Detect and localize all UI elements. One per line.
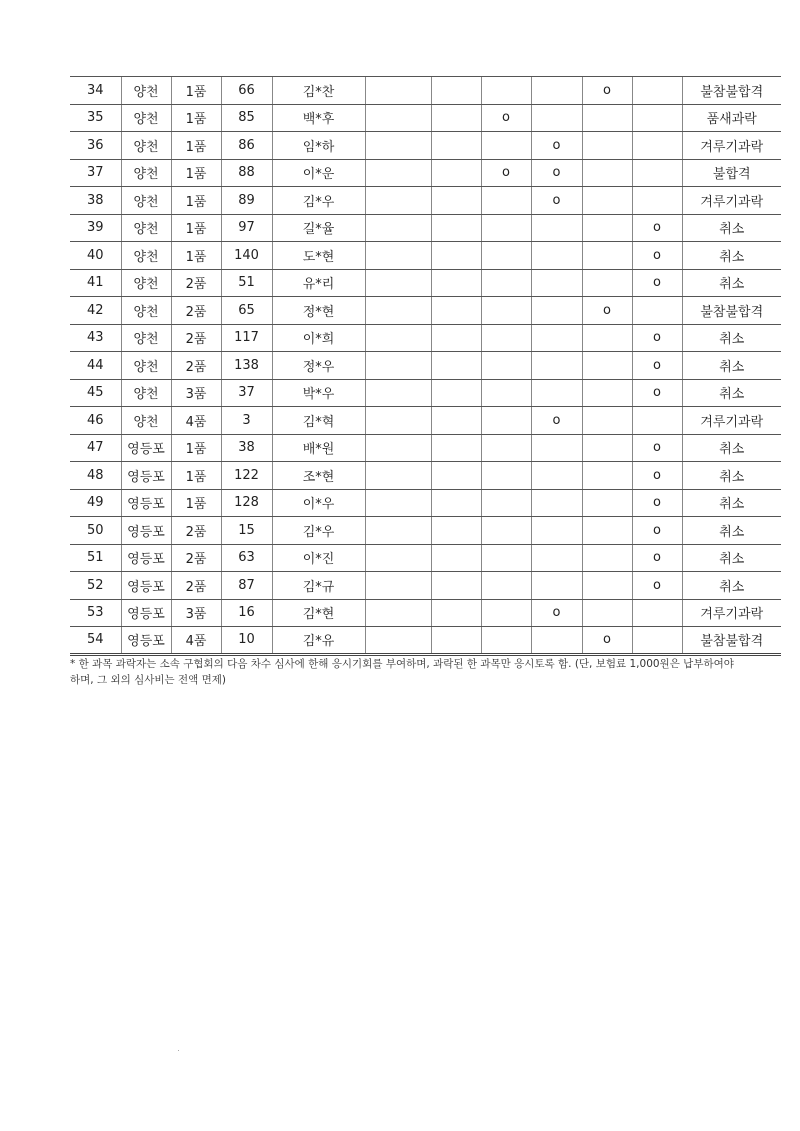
grade-cell: 2품 bbox=[171, 297, 221, 325]
mark-cell-6: o bbox=[632, 489, 682, 517]
mark-cell-6: o bbox=[632, 544, 682, 572]
mark-cell-1 bbox=[365, 407, 431, 435]
mark-cell-3 bbox=[481, 599, 531, 627]
table-row bbox=[70, 599, 781, 627]
mark-cell-3: o bbox=[481, 159, 531, 187]
name-cell: 임*하 bbox=[272, 132, 365, 160]
name-cell: 조*현 bbox=[272, 462, 365, 490]
mark-cell-5 bbox=[582, 159, 632, 187]
mark-cell-2 bbox=[431, 544, 481, 572]
region-cell: 영등포 bbox=[121, 517, 171, 545]
result-cell: 불합격 bbox=[682, 159, 781, 187]
mark-cell-2 bbox=[431, 627, 481, 655]
mark-cell-4: o bbox=[531, 187, 582, 215]
mark-cell-4: o bbox=[531, 132, 582, 160]
result-cell: 취소 bbox=[682, 269, 781, 297]
table-row bbox=[70, 242, 781, 270]
exam-number-cell: 66 bbox=[221, 77, 272, 105]
grade-cell: 2품 bbox=[171, 324, 221, 352]
region-cell: 양천 bbox=[121, 159, 171, 187]
row-number-cell: 53 bbox=[70, 599, 121, 627]
mark-cell-4: o bbox=[531, 159, 582, 187]
table-row bbox=[70, 77, 781, 105]
mark-cell-5 bbox=[582, 214, 632, 242]
mark-cell-4 bbox=[531, 297, 582, 325]
exam-number-cell: 122 bbox=[221, 462, 272, 490]
region-cell: 양천 bbox=[121, 77, 171, 105]
grade-cell: 1품 bbox=[171, 462, 221, 490]
mark-cell-1 bbox=[365, 297, 431, 325]
name-cell: 배*원 bbox=[272, 434, 365, 462]
row-number-cell: 36 bbox=[70, 132, 121, 160]
region-cell: 양천 bbox=[121, 187, 171, 215]
mark-cell-4 bbox=[531, 489, 582, 517]
table-row bbox=[70, 324, 781, 352]
mark-cell-2 bbox=[431, 132, 481, 160]
mark-cell-3 bbox=[481, 324, 531, 352]
mark-cell-2 bbox=[431, 187, 481, 215]
table-row bbox=[70, 627, 781, 655]
result-cell: 취소 bbox=[682, 572, 781, 600]
mark-cell-3 bbox=[481, 434, 531, 462]
result-cell: 겨루기과락 bbox=[682, 132, 781, 160]
mark-cell-5 bbox=[582, 379, 632, 407]
mark-cell-6 bbox=[632, 627, 682, 655]
mark-cell-1 bbox=[365, 434, 431, 462]
region-cell: 영등포 bbox=[121, 544, 171, 572]
region-cell: 양천 bbox=[121, 104, 171, 132]
result-cell: 취소 bbox=[682, 489, 781, 517]
mark-cell-1 bbox=[365, 214, 431, 242]
mark-cell-2 bbox=[431, 242, 481, 270]
mark-cell-1 bbox=[365, 187, 431, 215]
mark-cell-2 bbox=[431, 324, 481, 352]
mark-cell-1 bbox=[365, 572, 431, 600]
exam-number-cell: 138 bbox=[221, 352, 272, 380]
grade-cell: 2품 bbox=[171, 517, 221, 545]
mark-cell-5: o bbox=[582, 627, 632, 655]
table-row bbox=[70, 434, 781, 462]
name-cell: 정*현 bbox=[272, 297, 365, 325]
grade-cell: 4품 bbox=[171, 407, 221, 435]
mark-cell-3 bbox=[481, 379, 531, 407]
row-number-cell: 37 bbox=[70, 159, 121, 187]
exam-number-cell: 63 bbox=[221, 544, 272, 572]
mark-cell-4 bbox=[531, 517, 582, 545]
row-number-cell: 39 bbox=[70, 214, 121, 242]
mark-cell-3 bbox=[481, 132, 531, 160]
row-number-cell: 50 bbox=[70, 517, 121, 545]
row-number-cell: 38 bbox=[70, 187, 121, 215]
table-row bbox=[70, 407, 781, 435]
row-number-cell: 47 bbox=[70, 434, 121, 462]
mark-cell-5 bbox=[582, 517, 632, 545]
mark-cell-2 bbox=[431, 214, 481, 242]
exam-number-cell: 10 bbox=[221, 627, 272, 655]
name-cell: 유*리 bbox=[272, 269, 365, 297]
footnote: * 한 과목 과락자는 소속 구협회의 다음 차수 심사에 한해 응시기회를 부여하며, 과락된 한 과목만 응시토록 함. (단, 보험료 1,000원은 납부하여야 하며, 그 외의 심사비는 전액 면제) bbox=[70, 658, 734, 686]
row-number-cell: 35 bbox=[70, 104, 121, 132]
mark-cell-4 bbox=[531, 242, 582, 270]
exam-number-cell: 140 bbox=[221, 242, 272, 270]
result-cell: 취소 bbox=[682, 517, 781, 545]
mark-cell-5 bbox=[582, 269, 632, 297]
region-cell: 양천 bbox=[121, 379, 171, 407]
mark-cell-2 bbox=[431, 489, 481, 517]
mark-cell-6 bbox=[632, 187, 682, 215]
region-cell: 영등포 bbox=[121, 434, 171, 462]
result-cell: 불참불합격 bbox=[682, 627, 781, 655]
mark-cell-5 bbox=[582, 407, 632, 435]
row-number-cell: 51 bbox=[70, 544, 121, 572]
mark-cell-3 bbox=[481, 462, 531, 490]
mark-cell-1 bbox=[365, 462, 431, 490]
mark-cell-3 bbox=[481, 489, 531, 517]
mark-cell-1 bbox=[365, 517, 431, 545]
region-cell: 영등포 bbox=[121, 627, 171, 655]
mark-cell-4 bbox=[531, 269, 582, 297]
mark-cell-5 bbox=[582, 599, 632, 627]
exam-number-cell: 128 bbox=[221, 489, 272, 517]
table-row bbox=[70, 297, 781, 325]
mark-cell-6 bbox=[632, 132, 682, 160]
grade-cell: 1품 bbox=[171, 214, 221, 242]
mark-cell-2 bbox=[431, 599, 481, 627]
mark-cell-3 bbox=[481, 517, 531, 545]
mark-cell-5 bbox=[582, 544, 632, 572]
mark-cell-4 bbox=[531, 572, 582, 600]
region-cell: 양천 bbox=[121, 324, 171, 352]
mark-cell-1 bbox=[365, 242, 431, 270]
grade-cell: 1품 bbox=[171, 434, 221, 462]
region-cell: 영등포 bbox=[121, 489, 171, 517]
mark-cell-3 bbox=[481, 352, 531, 380]
row-number-cell: 45 bbox=[70, 379, 121, 407]
exam-number-cell: 89 bbox=[221, 187, 272, 215]
table-row bbox=[70, 214, 781, 242]
mark-cell-2 bbox=[431, 407, 481, 435]
mark-cell-2 bbox=[431, 379, 481, 407]
mark-cell-6 bbox=[632, 104, 682, 132]
mark-cell-6: o bbox=[632, 517, 682, 545]
region-cell: 양천 bbox=[121, 297, 171, 325]
name-cell: 도*현 bbox=[272, 242, 365, 270]
row-number-cell: 42 bbox=[70, 297, 121, 325]
mark-cell-1 bbox=[365, 77, 431, 105]
mark-cell-4 bbox=[531, 77, 582, 105]
grade-cell: 4품 bbox=[171, 627, 221, 655]
grade-cell: 1품 bbox=[171, 104, 221, 132]
mark-cell-4 bbox=[531, 324, 582, 352]
mark-cell-3 bbox=[481, 297, 531, 325]
result-cell: 취소 bbox=[682, 214, 781, 242]
scan-speck bbox=[178, 1050, 179, 1051]
mark-cell-1 bbox=[365, 104, 431, 132]
table-row bbox=[70, 544, 781, 572]
mark-cell-5 bbox=[582, 462, 632, 490]
mark-cell-4 bbox=[531, 352, 582, 380]
row-number-cell: 44 bbox=[70, 352, 121, 380]
mark-cell-4: o bbox=[531, 599, 582, 627]
exam-number-cell: 37 bbox=[221, 379, 272, 407]
exam-number-cell: 16 bbox=[221, 599, 272, 627]
name-cell: 정*우 bbox=[272, 352, 365, 380]
mark-cell-2 bbox=[431, 517, 481, 545]
row-number-cell: 48 bbox=[70, 462, 121, 490]
exam-number-cell: 85 bbox=[221, 104, 272, 132]
exam-number-cell: 87 bbox=[221, 572, 272, 600]
table-row bbox=[70, 187, 781, 215]
result-cell: 취소 bbox=[682, 352, 781, 380]
region-cell: 양천 bbox=[121, 269, 171, 297]
exam-number-cell: 38 bbox=[221, 434, 272, 462]
mark-cell-2 bbox=[431, 159, 481, 187]
region-cell: 양천 bbox=[121, 407, 171, 435]
name-cell: 이*우 bbox=[272, 489, 365, 517]
table-row bbox=[70, 379, 781, 407]
exam-number-cell: 86 bbox=[221, 132, 272, 160]
result-cell: 불참불합격 bbox=[682, 77, 781, 105]
table-row bbox=[70, 572, 781, 600]
mark-cell-4 bbox=[531, 214, 582, 242]
mark-cell-1 bbox=[365, 132, 431, 160]
exam-number-cell: 15 bbox=[221, 517, 272, 545]
name-cell: 이*희 bbox=[272, 324, 365, 352]
name-cell: 김*유 bbox=[272, 627, 365, 655]
mark-cell-6 bbox=[632, 599, 682, 627]
row-number-cell: 46 bbox=[70, 407, 121, 435]
region-cell: 양천 bbox=[121, 242, 171, 270]
mark-cell-5: o bbox=[582, 297, 632, 325]
grade-cell: 1품 bbox=[171, 187, 221, 215]
mark-cell-6 bbox=[632, 77, 682, 105]
result-cell: 취소 bbox=[682, 242, 781, 270]
exam-number-cell: 65 bbox=[221, 297, 272, 325]
table-row bbox=[70, 159, 781, 187]
name-cell: 이*운 bbox=[272, 159, 365, 187]
mark-cell-6: o bbox=[632, 379, 682, 407]
mark-cell-2 bbox=[431, 352, 481, 380]
mark-cell-1 bbox=[365, 324, 431, 352]
mark-cell-2 bbox=[431, 462, 481, 490]
name-cell: 김*우 bbox=[272, 187, 365, 215]
mark-cell-3 bbox=[481, 77, 531, 105]
name-cell: 백*후 bbox=[272, 104, 365, 132]
name-cell: 김*혁 bbox=[272, 407, 365, 435]
grade-cell: 2품 bbox=[171, 544, 221, 572]
mark-cell-1 bbox=[365, 544, 431, 572]
region-cell: 영등포 bbox=[121, 599, 171, 627]
result-cell: 겨루기과락 bbox=[682, 599, 781, 627]
name-cell: 김*현 bbox=[272, 599, 365, 627]
result-cell: 취소 bbox=[682, 379, 781, 407]
mark-cell-4 bbox=[531, 627, 582, 655]
mark-cell-3 bbox=[481, 572, 531, 600]
grade-cell: 3품 bbox=[171, 379, 221, 407]
grade-cell: 1품 bbox=[171, 77, 221, 105]
exam-number-cell: 97 bbox=[221, 214, 272, 242]
grade-cell: 3품 bbox=[171, 599, 221, 627]
mark-cell-6: o bbox=[632, 242, 682, 270]
mark-cell-5 bbox=[582, 324, 632, 352]
mark-cell-4 bbox=[531, 462, 582, 490]
row-number-cell: 49 bbox=[70, 489, 121, 517]
row-number-cell: 40 bbox=[70, 242, 121, 270]
result-cell: 품새과락 bbox=[682, 104, 781, 132]
name-cell: 박*우 bbox=[272, 379, 365, 407]
region-cell: 양천 bbox=[121, 132, 171, 160]
mark-cell-6: o bbox=[632, 462, 682, 490]
region-cell: 양천 bbox=[121, 352, 171, 380]
mark-cell-6: o bbox=[632, 352, 682, 380]
mark-cell-6: o bbox=[632, 214, 682, 242]
result-cell: 취소 bbox=[682, 324, 781, 352]
mark-cell-1 bbox=[365, 489, 431, 517]
table-row bbox=[70, 517, 781, 545]
row-number-cell: 41 bbox=[70, 269, 121, 297]
grade-cell: 2품 bbox=[171, 572, 221, 600]
mark-cell-6: o bbox=[632, 572, 682, 600]
mark-cell-3 bbox=[481, 269, 531, 297]
mark-cell-4 bbox=[531, 434, 582, 462]
mark-cell-3 bbox=[481, 242, 531, 270]
name-cell: 길*율 bbox=[272, 214, 365, 242]
name-cell: 김*규 bbox=[272, 572, 365, 600]
table-row bbox=[70, 104, 781, 132]
mark-cell-2 bbox=[431, 572, 481, 600]
mark-cell-5 bbox=[582, 352, 632, 380]
mark-cell-2 bbox=[431, 297, 481, 325]
row-number-cell: 43 bbox=[70, 324, 121, 352]
mark-cell-6 bbox=[632, 297, 682, 325]
mark-cell-5 bbox=[582, 572, 632, 600]
mark-cell-5 bbox=[582, 242, 632, 270]
exam-number-cell: 51 bbox=[221, 269, 272, 297]
mark-cell-1 bbox=[365, 379, 431, 407]
region-cell: 영등포 bbox=[121, 572, 171, 600]
mark-cell-5 bbox=[582, 434, 632, 462]
grade-cell: 1품 bbox=[171, 242, 221, 270]
mark-cell-6 bbox=[632, 407, 682, 435]
table-row bbox=[70, 269, 781, 297]
mark-cell-2 bbox=[431, 269, 481, 297]
mark-cell-5 bbox=[582, 489, 632, 517]
mark-cell-6 bbox=[632, 159, 682, 187]
mark-cell-4: o bbox=[531, 407, 582, 435]
exam-number-cell: 3 bbox=[221, 407, 272, 435]
name-cell: 이*진 bbox=[272, 544, 365, 572]
mark-cell-3 bbox=[481, 544, 531, 572]
result-cell: 불참불합격 bbox=[682, 297, 781, 325]
mark-cell-3 bbox=[481, 407, 531, 435]
exam-number-cell: 117 bbox=[221, 324, 272, 352]
result-cell: 겨루기과락 bbox=[682, 187, 781, 215]
mark-cell-2 bbox=[431, 434, 481, 462]
table-row bbox=[70, 352, 781, 380]
mark-cell-3 bbox=[481, 627, 531, 655]
mark-cell-4 bbox=[531, 104, 582, 132]
table-row bbox=[70, 132, 781, 160]
mark-cell-4 bbox=[531, 379, 582, 407]
region-cell: 양천 bbox=[121, 214, 171, 242]
row-number-cell: 54 bbox=[70, 627, 121, 655]
mark-cell-5 bbox=[582, 104, 632, 132]
mark-cell-1 bbox=[365, 352, 431, 380]
grade-cell: 1품 bbox=[171, 489, 221, 517]
mark-cell-3: o bbox=[481, 104, 531, 132]
mark-cell-1 bbox=[365, 627, 431, 655]
mark-cell-3 bbox=[481, 187, 531, 215]
mark-cell-5: o bbox=[582, 77, 632, 105]
mark-cell-1 bbox=[365, 269, 431, 297]
grade-cell: 1품 bbox=[171, 159, 221, 187]
table-row bbox=[70, 462, 781, 490]
mark-cell-3 bbox=[481, 214, 531, 242]
result-cell: 취소 bbox=[682, 462, 781, 490]
row-number-cell: 52 bbox=[70, 572, 121, 600]
results-table bbox=[70, 76, 781, 656]
mark-cell-1 bbox=[365, 599, 431, 627]
exam-number-cell: 88 bbox=[221, 159, 272, 187]
result-cell: 겨루기과락 bbox=[682, 407, 781, 435]
mark-cell-2 bbox=[431, 77, 481, 105]
grade-cell: 2품 bbox=[171, 352, 221, 380]
name-cell: 김*우 bbox=[272, 517, 365, 545]
grade-cell: 2품 bbox=[171, 269, 221, 297]
mark-cell-1 bbox=[365, 159, 431, 187]
mark-cell-5 bbox=[582, 187, 632, 215]
grade-cell: 1품 bbox=[171, 132, 221, 160]
mark-cell-4 bbox=[531, 544, 582, 572]
result-cell: 취소 bbox=[682, 544, 781, 572]
name-cell: 김*찬 bbox=[272, 77, 365, 105]
table-row bbox=[70, 489, 781, 517]
result-cell: 취소 bbox=[682, 434, 781, 462]
mark-cell-6: o bbox=[632, 324, 682, 352]
row-number-cell: 34 bbox=[70, 77, 121, 105]
region-cell: 영등포 bbox=[121, 462, 171, 490]
mark-cell-5 bbox=[582, 132, 632, 160]
mark-cell-2 bbox=[431, 104, 481, 132]
mark-cell-6: o bbox=[632, 434, 682, 462]
mark-cell-6: o bbox=[632, 269, 682, 297]
